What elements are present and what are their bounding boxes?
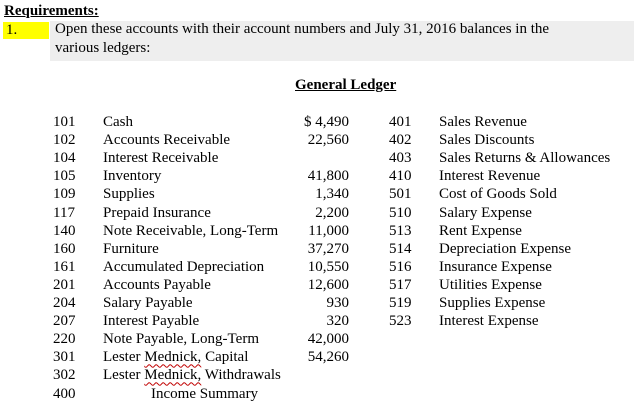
account-number: 401 <box>389 114 412 130</box>
account-number: 400 <box>53 385 76 402</box>
account-name: Interest Expense <box>439 313 539 330</box>
account-number: 161 <box>53 258 76 275</box>
account-balance: 930 <box>326 295 349 311</box>
account-name: Insurance Expense <box>439 258 552 275</box>
account-name: Accounts Payable <box>103 276 211 293</box>
account-name: Income Summary <box>151 385 259 402</box>
account-number: 220 <box>53 331 76 348</box>
account-balance: $ 4,490 <box>304 114 349 130</box>
account-number: 501 <box>389 186 412 203</box>
account-number: 104 <box>53 150 76 167</box>
account-name: Inventory <box>103 168 162 185</box>
account-number: 109 <box>53 186 76 203</box>
account-name-prefix: Lester <box>103 349 145 366</box>
account-name: Sales Revenue <box>439 114 527 130</box>
account-number: 519 <box>389 295 412 311</box>
account-balance: 1,340 <box>315 186 349 203</box>
account-name: Supplies Expense <box>439 295 546 311</box>
account-name: Rent Expense <box>439 222 522 239</box>
account-number: 513 <box>389 222 412 239</box>
account-balance: 320 <box>326 313 349 330</box>
account-number: 140 <box>53 222 76 239</box>
account-name: Cost of Goods Sold <box>439 186 557 203</box>
account-name: Salary Expense <box>439 204 532 221</box>
account-name: Utilities Expense <box>439 276 542 293</box>
general-ledger-title: General Ledger <box>295 77 397 93</box>
account-number: 160 <box>53 240 76 257</box>
account-balance: 10,550 <box>307 258 349 275</box>
account-number: 204 <box>53 295 76 311</box>
account-name: Salary Payable <box>103 295 193 311</box>
account-name-suffix: Withdrawals <box>201 367 281 384</box>
account-number: 523 <box>389 313 412 330</box>
account-name-suffix: Capital <box>201 349 249 366</box>
account-number: 402 <box>389 132 412 149</box>
account-name: Interest Receivable <box>103 150 219 167</box>
account-number: 403 <box>389 150 412 167</box>
account-number: 117 <box>53 204 75 221</box>
owner-surname: Mednick, <box>144 349 202 366</box>
requirement-number: 1. <box>3 22 49 39</box>
account-balance: 37,270 <box>307 240 349 257</box>
account-name: Interest Revenue <box>439 168 541 185</box>
account-name: Accounts Receivable <box>103 132 231 149</box>
account-name: Note Payable, Long-Term <box>103 331 259 348</box>
account-number: 201 <box>53 276 76 293</box>
account-number: 410 <box>389 168 412 185</box>
account-number: 517 <box>389 276 412 293</box>
account-number: 102 <box>53 132 76 149</box>
owner-surname: Mednick, <box>144 367 202 384</box>
account-number: 516 <box>389 258 412 275</box>
account-balance: 12,600 <box>307 276 349 293</box>
account-number: 302 <box>53 367 76 384</box>
account-balance: 54,260 <box>307 349 349 366</box>
account-number: 510 <box>389 204 412 221</box>
account-number: 514 <box>389 240 412 257</box>
account-balance: 22,560 <box>307 132 349 149</box>
account-name: Note Receivable, Long-Term <box>103 222 279 239</box>
account-name-prefix: Lester <box>103 367 145 384</box>
requirement-line-1: Open these accounts with their account numbers and July 31, 2016 balances in the <box>55 21 550 37</box>
account-balance: 11,000 <box>308 222 349 239</box>
account-number: 101 <box>53 114 76 130</box>
account-name <box>103 366 281 384</box>
account-name: Prepaid Insurance <box>103 204 211 221</box>
account-balance: 2,200 <box>315 204 349 221</box>
account-number: 105 <box>53 168 76 185</box>
account-name: Depreciation Expense <box>439 240 572 257</box>
account-name: Accumulated Depreciation <box>103 258 265 275</box>
account-name: Interest Payable <box>103 313 200 330</box>
account-balance: 42,000 <box>307 331 349 348</box>
account-name: Furniture <box>103 240 159 257</box>
account-balance: 41,800 <box>307 168 349 185</box>
account-name: Cash <box>103 114 133 130</box>
account-name: Sales Returns & Allowances <box>439 150 611 167</box>
account-number: 301 <box>53 349 76 366</box>
account-name <box>103 348 248 366</box>
requirements-title: Requirements: <box>4 3 99 19</box>
account-name: Sales Discounts <box>439 132 535 149</box>
account-number: 207 <box>53 313 76 330</box>
account-name: Supplies <box>103 186 155 203</box>
requirement-line-2: various ledgers: <box>55 40 151 56</box>
